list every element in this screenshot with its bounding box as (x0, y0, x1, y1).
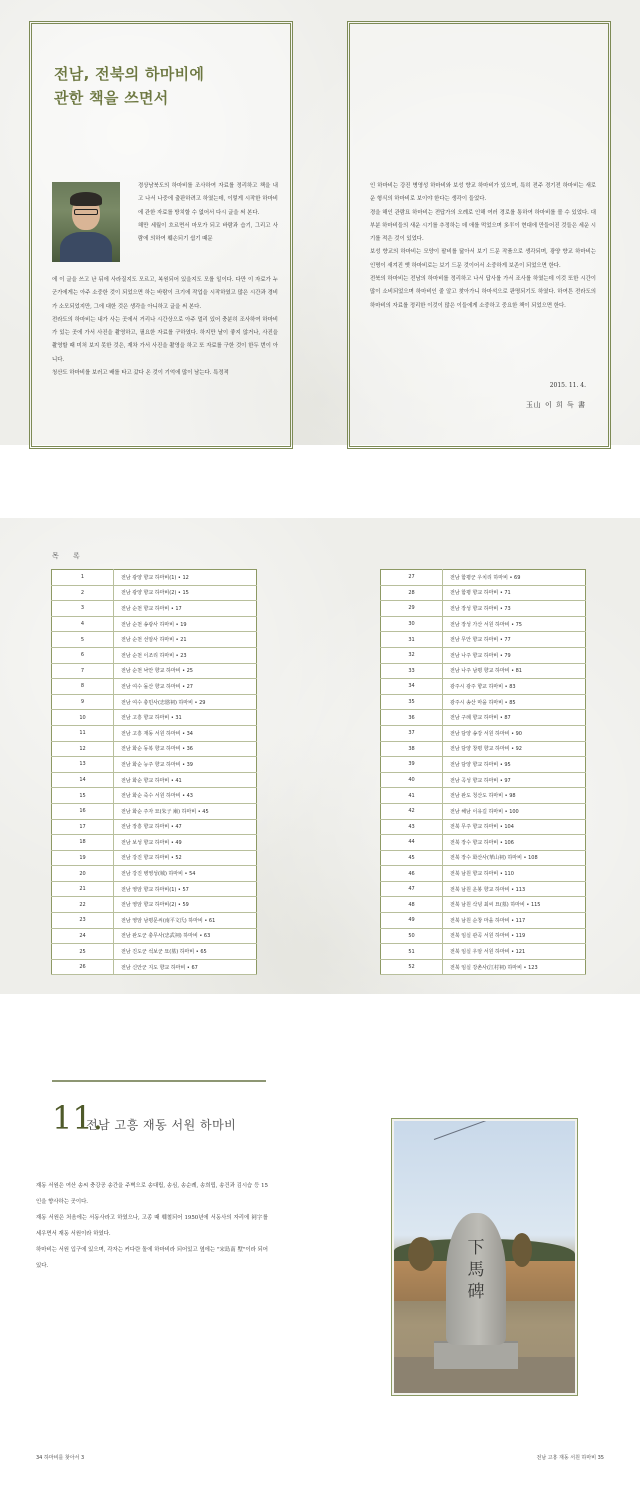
toc-entry-number: 22 (52, 897, 114, 913)
toc-entry-title: 전남 완도 청산도 하마비 • 98 (443, 788, 586, 804)
preface-title-line-1: 전남, 전북의 하마비에 (54, 65, 205, 83)
toc-row (381, 663, 586, 679)
preface-spread (0, 0, 640, 445)
toc-entry-number: 7 (52, 663, 114, 679)
preface-paragraph: 전라도의 하마비는 내가 사는 곳에서 거리나 시간상으로 아주 멀리 있어 충분히 조사하여 하마비가 있는 곳에 가서 사진을 촬영하고, 필요한 자료를 구하였다. 하지만 날이 좋지 않거나, 사진을 촬영할 때 미처 보지 못한 것은, 재차 가서 사진을 촬영을 하고 또 자료를 구한 것이 한두 번이 아니다. (52, 316, 278, 363)
toc-entry-number: 27 (381, 570, 443, 586)
chapter-paragraph: 재동 서원은 처음에는 서동사라고 하였으나, 고종 때 훼철되어 1950년에 서동사의 자리에 祠字를 세우면서 재동 서원이라 하였다. (36, 1215, 268, 1237)
toc-entry-title: 전북 장수 화산사(華山祠) 하마비 • 108 (443, 850, 586, 866)
inscription-char: 碑 (467, 1282, 485, 1302)
toc-row (52, 944, 257, 960)
toc-entry-number: 35 (381, 694, 443, 710)
toc-entry-title: 전남 순천 향교 하마비 • 17 (114, 601, 257, 617)
toc-entry-title: 전남 담양 창평 향교 하마비 • 92 (443, 741, 586, 757)
toc-row (381, 601, 586, 617)
toc-entry-title: 전남 화순 동복 향교 하마비 • 36 (114, 741, 257, 757)
toc-row (52, 694, 257, 710)
toc-entry-number: 52 (381, 959, 443, 975)
toc-row (381, 913, 586, 929)
toc-row (381, 679, 586, 695)
toc-row (52, 601, 257, 617)
toc-row (381, 897, 586, 913)
chapter-title: 전남 고흥 재동 서원 하마비 (86, 1118, 237, 1132)
toc-row (381, 928, 586, 944)
preface-title-line-2: 관한 책을 쓰면서 (54, 89, 169, 107)
toc-row (381, 710, 586, 726)
toc-entry-number: 50 (381, 928, 443, 944)
toc-row (52, 835, 257, 851)
preface-text-beside-photo (138, 180, 278, 246)
chapter-divider (52, 1080, 266, 1082)
toc-entry-number: 30 (381, 616, 443, 632)
toc-entry-title: 전남 담양 향교 하마비 • 95 (443, 757, 586, 773)
toc-entry-title: 전북 장수 향교 하마비 • 106 (443, 835, 586, 851)
toc-entry-number: 3 (52, 601, 114, 617)
toc-entry-title: 전남 화순 주자 묘(朱子 廟) 하마비 • 45 (114, 803, 257, 819)
toc-entry-title: 전남 고흥 향교 하마비 • 31 (114, 710, 257, 726)
photo-tree (512, 1233, 532, 1267)
toc-row (52, 866, 257, 882)
toc-row (381, 570, 586, 586)
toc-row (52, 913, 257, 929)
toc-entry-title: 광주시 송산 마을 하마비 • 85 (443, 694, 586, 710)
toc-row (52, 663, 257, 679)
toc-entry-number: 33 (381, 663, 443, 679)
toc-row (381, 944, 586, 960)
toc-entry-title: 전남 장성 가산 서원 하마비 • 75 (443, 616, 586, 632)
hamabi-photo-frame (391, 1118, 578, 1396)
toc-heading: 목 록 (52, 552, 86, 560)
toc-entry-number: 37 (381, 725, 443, 741)
toc-entry-number: 19 (52, 850, 114, 866)
toc-entry-number: 10 (52, 710, 114, 726)
preface-paragraph: 에 이 글을 쓰고 난 뒤에 사라질지도 모르고, 복원되어 있을지도 모를 일이다. 다만 이 자료가 누군가에게는 아주 소중한 것이 되었으면 하는 바람이 크기에 작업을 시작하였고 많은 시간과 경비가 소모되었지만, 그에 대한 것은 생각을 아니하고 글을 써 본다. (52, 277, 278, 310)
toc-entry-title: 전남 강진 향교 하마비 • 52 (114, 850, 257, 866)
toc-row (381, 632, 586, 648)
toc-entry-title: 전남 화순 향교 하마비 • 41 (114, 772, 257, 788)
toc-row (52, 788, 257, 804)
preface-date: 2015. 11. 4. (549, 382, 586, 389)
toc-entry-number: 14 (52, 772, 114, 788)
toc-entry-title: 전남 광양 향교 하마비(2) • 15 (114, 585, 257, 601)
toc-entry-title: 전남 여수 충민사(忠愍祠) 하마비 • 29 (114, 694, 257, 710)
toc-entry-title: 전남 보성 향교 하마비 • 49 (114, 835, 257, 851)
toc-entry-title: 전남 화순 죽수 서원 하마비 • 43 (114, 788, 257, 804)
toc-row (52, 928, 257, 944)
toc-entry-title: 전북 남원 운봉 향교 하마비 • 113 (443, 881, 586, 897)
toc-row (52, 679, 257, 695)
toc-entry-title: 전남 나주 향교 하마비 • 79 (443, 647, 586, 663)
toc-row (381, 959, 586, 975)
toc-entry-title: 전남 화순 능주 향교 하마비 • 39 (114, 757, 257, 773)
toc-entry-number: 6 (52, 647, 114, 663)
toc-row (381, 616, 586, 632)
toc-entry-title: 전북 무주 향교 하마비 • 104 (443, 819, 586, 835)
toc-entry-number: 28 (381, 585, 443, 601)
toc-entry-number: 13 (52, 757, 114, 773)
toc-row (381, 772, 586, 788)
toc-entry-title: 전남 여수 돌산 향교 하마비 • 27 (114, 679, 257, 695)
preface-text-right (370, 180, 596, 313)
toc-entry-title: 전남 완도군 충무사(忠武祠) 하마비 • 63 (114, 928, 257, 944)
toc-entry-number: 17 (52, 819, 114, 835)
toc-entry-title: 전남 영암 향교 하마비(1) • 57 (114, 881, 257, 897)
toc-row (381, 803, 586, 819)
toc-entry-number: 11 (52, 725, 114, 741)
toc-entry-number: 18 (52, 835, 114, 851)
stone-inscription (462, 1237, 490, 1303)
toc-entry-title: 전남 영암 남평문씨(南平文氏) 하마비 • 61 (114, 913, 257, 929)
preface-left-page (29, 21, 293, 449)
toc-row (381, 757, 586, 773)
toc-entry-number: 1 (52, 570, 114, 586)
toc-entry-title: 전북 남원 순창 마을 하마비 • 117 (443, 913, 586, 929)
toc-row (52, 632, 257, 648)
toc-entry-number: 12 (52, 741, 114, 757)
toc-entry-number: 46 (381, 866, 443, 882)
preface-paragraph: 경을 해인 관람묘 하마비는 전답가의 오례로 인해 여러 경로를 통하여 하마비를 볼 수 있었다. 대부분 하마비들의 새운 시기를 추정하는 데 애를 먹었으며 多半이 현대에 만들어진 것들은 세운 시기를 적은 것이 있었다. (370, 209, 596, 243)
toc-entry-title: 전남 순천 이조리 하마비 • 23 (114, 647, 257, 663)
toc-row (381, 585, 586, 601)
toc-entry-number: 9 (52, 694, 114, 710)
toc-row (381, 647, 586, 663)
chapter-spread (0, 1000, 640, 1500)
toc-entry-title: 전남 장흥 향교 하마비 • 47 (114, 819, 257, 835)
toc-entry-title: 전남 광양 향교 하마비(1) • 12 (114, 570, 257, 586)
toc-row (52, 819, 257, 835)
toc-row (52, 741, 257, 757)
portrait-body (60, 232, 112, 262)
toc-entry-number: 23 (52, 913, 114, 929)
toc-entry-number: 15 (52, 788, 114, 804)
toc-row (52, 772, 257, 788)
toc-entry-title: 전남 곡성 향교 하마비 • 97 (443, 772, 586, 788)
toc-entry-number: 44 (381, 835, 443, 851)
toc-row (381, 850, 586, 866)
hamabi-stone-photo (394, 1121, 575, 1393)
chapter-number: 11. (52, 1099, 103, 1137)
power-line (434, 1121, 575, 1140)
preface-title (54, 62, 274, 110)
toc-entry-title: 전남 나주 남평 향교 하마비 • 81 (443, 663, 586, 679)
toc-entry-number: 39 (381, 757, 443, 773)
preface-paragraph: 전북의 하마비는 전남의 하마비를 정리하고 나서 답사를 가서 조사를 하였는데 이것 또한 시간이 많이 소비되었으며 하마비인 줄 알고 찾아가니 하마석으로 판명되기도 하였다. 하여튼 전라도의 하마비의 자료를 정리한 이것이 많은 이들에게 소중하고 중요한 책이 되었으면 한다. (370, 276, 596, 309)
portrait-glasses (74, 209, 98, 215)
photo-tree (408, 1237, 434, 1271)
toc-spread (0, 518, 640, 994)
toc-entry-number: 29 (381, 601, 443, 617)
chapter-paragraph: 하마비는 서원 입구에 있으며, 각자는 커다란 돌에 하마비라 되어있고 옆에는 "宋島南 墅"이라 되어있다. (36, 1247, 268, 1269)
toc-entry-title: 전남 담양 송강 서원 하마비 • 90 (443, 725, 586, 741)
toc-entry-number: 25 (52, 944, 114, 960)
inscription-char: 馬 (467, 1260, 485, 1280)
toc-entry-number: 51 (381, 944, 443, 960)
preface-signature: 玉山 이 희 득 書 (525, 401, 586, 409)
toc-entry-number: 21 (52, 881, 114, 897)
toc-row (52, 803, 257, 819)
toc-entry-number: 47 (381, 881, 443, 897)
toc-entry-number: 24 (52, 928, 114, 944)
toc-row (52, 647, 257, 663)
inscription-char: 下 (467, 1238, 485, 1258)
toc-entry-title: 전남 해남 이유길 하마비 • 100 (443, 803, 586, 819)
toc-row (52, 757, 257, 773)
toc-entry-title: 전남 영암 향교 하마비(2) • 59 (114, 897, 257, 913)
folio-right: 전남 고흥 재동 서원 하마비 35 (536, 1455, 604, 1461)
toc-row (381, 741, 586, 757)
preface-paragraph: 해만 세월이 흐르면서 마모가 되고 바람과 습기, 그리고 사람에 의하여 훼손되기 쉽기 때문 (138, 222, 278, 243)
toc-row (381, 835, 586, 851)
toc-entry-number: 43 (381, 819, 443, 835)
toc-entry-number: 49 (381, 913, 443, 929)
chapter-paragraph: 재동 서원은 여산 송씨 충강공 송간을 주벽으로 송대립, 송심, 송순례, 송희립, 송건과 김시습 등 15인을 향사하는 곳이다. (36, 1183, 268, 1205)
preface-paragraph: 보성 향교의 하마비는 모양이 팔비를 닮아서 보기 드문 작품으로 생각되며, 광양 향교 하마비는 인명이 새겨진 옛 하마비로는 보기 드문 것이어서 소중하게 보존이 되었으면 한다. (370, 249, 596, 269)
toc-row (52, 585, 257, 601)
toc-entry-number: 36 (381, 710, 443, 726)
toc-entry-title: 전남 순천 선암사 하마비 • 21 (114, 632, 257, 648)
toc-entry-number: 5 (52, 632, 114, 648)
toc-entry-title: 전북 임실 관곡 서원 하마비 • 119 (443, 928, 586, 944)
toc-entry-title: 전남 구례 향교 하마비 • 87 (443, 710, 586, 726)
toc-entry-title: 전북 남원 향교 하마비 • 110 (443, 866, 586, 882)
toc-row (52, 725, 257, 741)
toc-entry-title: 전남 강진 병영성(城) 하마비 • 54 (114, 866, 257, 882)
chapter-body-text (36, 1178, 268, 1274)
toc-entry-number: 2 (52, 585, 114, 601)
toc-entry-number: 40 (381, 772, 443, 788)
toc-entry-number: 42 (381, 803, 443, 819)
toc-row (52, 710, 257, 726)
toc-entry-title: 광주시 광주 향교 하마비 • 83 (443, 679, 586, 695)
toc-row (381, 819, 586, 835)
toc-entry-title: 전북 남원 삭녕 최씨 묘(墓) 하마비 • 115 (443, 897, 586, 913)
toc-entry-number: 4 (52, 616, 114, 632)
stone-base (434, 1341, 518, 1369)
toc-row (381, 881, 586, 897)
toc-entry-number: 34 (381, 679, 443, 695)
author-portrait (52, 182, 120, 262)
toc-row (52, 616, 257, 632)
toc-row (52, 881, 257, 897)
toc-entry-number: 48 (381, 897, 443, 913)
toc-row (381, 866, 586, 882)
toc-entry-title: 전남 순천 송광사 하마비 • 19 (114, 616, 257, 632)
preface-text-below-photo (52, 274, 278, 380)
toc-entry-title: 전남 장성 향교 하마비 • 73 (443, 601, 586, 617)
toc-row (381, 788, 586, 804)
toc-entry-title: 전남 고흥 재동 서원 하마비 • 34 (114, 725, 257, 741)
toc-entry-number: 41 (381, 788, 443, 804)
toc-entry-title: 전남 함평 향교 하마비 • 71 (443, 585, 586, 601)
toc-entry-number: 38 (381, 741, 443, 757)
preface-paragraph: 인 하마비는 강진 병영성 하마비와 보성 향교 하마비가 있으며, 특히 전주 경기전 하마비는 새로운 형식의 하마비로 보이야 한다는 생각이 들었다. (370, 183, 596, 203)
toc-entry-title: 전북 임실 우암 서원 하마비 • 121 (443, 944, 586, 960)
toc-entry-title: 전남 무안 향교 하마비 • 77 (443, 632, 586, 648)
toc-entry-number: 16 (52, 803, 114, 819)
toc-entry-number: 26 (52, 959, 114, 975)
toc-row (381, 725, 586, 741)
toc-row (52, 850, 257, 866)
toc-entry-number: 20 (52, 866, 114, 882)
toc-entry-title: 전남 함평군 우치리 하마비 • 69 (443, 570, 586, 586)
toc-entry-number: 8 (52, 679, 114, 695)
toc-row (52, 570, 257, 586)
preface-paragraph: 청산도 하마비를 보러고 배를 타고 갔다 온 것이 기억에 많이 남는다. 특정적 (52, 370, 229, 377)
toc-table-right (380, 569, 586, 975)
toc-entry-number: 31 (381, 632, 443, 648)
toc-row (52, 897, 257, 913)
toc-entry-number: 32 (381, 647, 443, 663)
toc-row (52, 959, 257, 975)
toc-entry-number: 45 (381, 850, 443, 866)
toc-entry-title: 전남 신안군 지도 향교 하마비 • 67 (114, 959, 257, 975)
portrait-hair (70, 192, 102, 206)
toc-entry-title: 전남 진도군 석보군 묘(墓) 하마비 • 65 (114, 944, 257, 960)
toc-row (381, 694, 586, 710)
toc-table-left (51, 569, 257, 975)
preface-paragraph: 경상남북도의 하마비를 조사하여 자료를 정리하고 책을 내고 나서 나중에 출판하려고 하였는데, 이렇게 시작한 하마비에 관한 자료를 방치할 수 없어서 다시 글을 써 본다. (138, 183, 278, 216)
preface-right-page (347, 21, 611, 449)
folio-left: 34 하마비를 찾아서 3 (36, 1455, 85, 1461)
toc-entry-title: 전북 임실 강촌사(江村祠) 하마비 • 123 (443, 959, 586, 975)
toc-entry-title: 전남 순천 낙안 향교 하마비 • 25 (114, 663, 257, 679)
